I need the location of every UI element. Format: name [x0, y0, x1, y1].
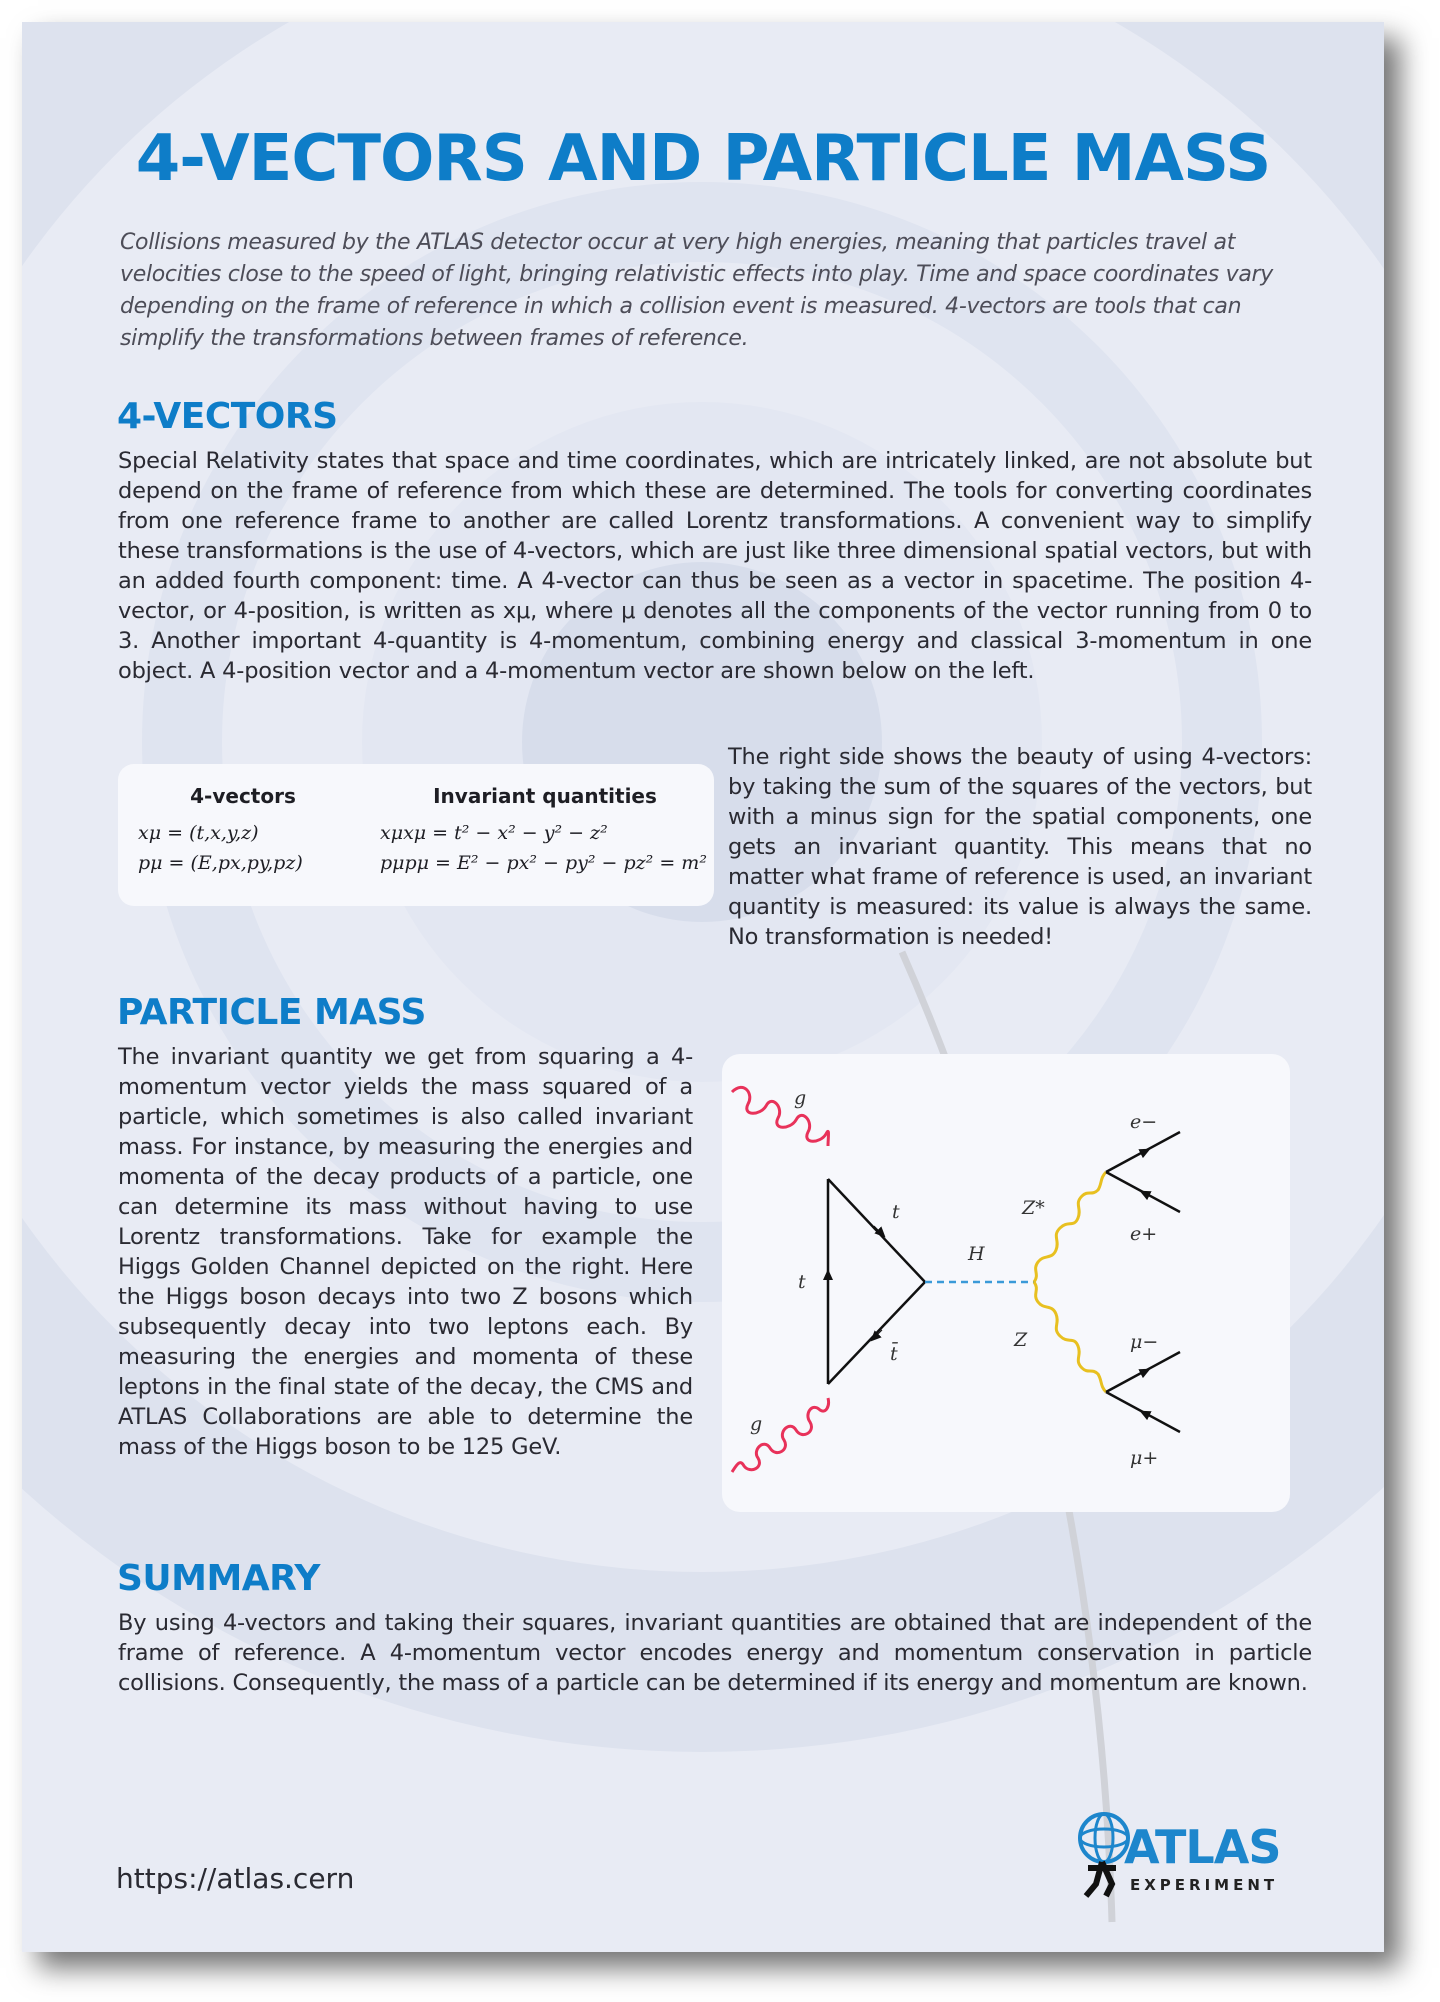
- formula-p-invariant: pμpμ = E² − px² − py² − pz² = m²: [380, 852, 707, 874]
- z-boson: [1034, 1282, 1106, 1392]
- section-heading-summary: SUMMARY: [117, 1558, 320, 1599]
- section-body-particle-mass: The invariant quantity we get from squaring a 4-momentum vector yields the mass squared of a particle, which sometimes is also called invariant mass. For instance, by measuring the energies and momenta of the decay products of a particle, one can determine its mass without having to use Lorentz transformations. Take for example the Higgs Golden Channel depicted on the right. Here the Higgs boson decays into two Z bosons which subsequently decay into two leptons each. By measuring the energies and momenta of these leptons in the final state of the decay, the CMS and ATLAS Collaborations are able to determine the mass of the Higgs boson to be 125 GeV.: [118, 1044, 693, 1460]
- label-positron: e+: [1130, 1223, 1158, 1245]
- top-quark-line: [828, 1282, 925, 1384]
- logo-subtitle: EXPERIMENT: [1130, 1876, 1279, 1894]
- label-muon: μ−: [1130, 1331, 1159, 1353]
- feynman-diagram-panel: [722, 1054, 1290, 1512]
- label-antitop: t̄: [890, 1343, 898, 1365]
- atlas-logo: [1072, 1804, 1312, 1904]
- label-gluon-bottom: g: [750, 1413, 763, 1435]
- z-star-boson: [1034, 1172, 1106, 1282]
- formula-x-vector: xμ = (t,x,y,z): [138, 822, 259, 844]
- section-body-4-vectors: Special Relativity states that space and time coordinates, which are intricately linked, are not absolute but depend on the frame of reference from which these are determined. The tools for converting coordinates from one reference frame to another are called Lorentz transformations. A convenient way to simplify these transformations is the use of 4-vectors, which are just like three dimensional spatial vectors, but with an added fourth component: time. A 4-vector can thus be seen as a vector in spacetime. The position 4-vector, or 4-position, is written as xμ, where μ denotes all the components of the vector running from 0 to 3. Another important 4-quantity is 4-momentum, combining energy and classical 3-momentum in one object. A 4-position vector and a 4-momentum vector are shown below on the left.: [118, 448, 1312, 684]
- formula-p-vector: pμ = (E,px,py,pz): [138, 852, 303, 874]
- label-electron: e−: [1130, 1111, 1158, 1133]
- label-antimuon: μ+: [1130, 1447, 1159, 1469]
- feynman-diagram: [722, 1054, 1290, 1512]
- poster-sheet: [22, 22, 1384, 1952]
- section-body-summary: By using 4-vectors and taking their squares, invariant quantities are obtained that are independent of the frame of reference. A 4-momentum vector encodes energy and momentum conservation in particle collisions. Consequently, the mass of a particle can be determined if its energy and momentum are known.: [118, 1610, 1312, 1696]
- formula-x-invariant: xμxμ = t² − x² − y² − z²: [380, 822, 608, 844]
- formula-column-invariants: [380, 784, 710, 878]
- label-z-star: Z*: [1022, 1197, 1045, 1219]
- label-top-left: t: [798, 1271, 806, 1293]
- formula-box: [118, 764, 714, 906]
- intro-paragraph: Collisions measured by the ATLAS detector occur at very high energies, meaning that particles travel at velocities close to the speed of light, bringing relativistic effects into play. Time and space coordinates vary depending on the frame of reference in which a collision event is measured. 4-vectors are tools that can simplify the transformations between frames of reference.: [120, 230, 1273, 351]
- gluon-line: [732, 1087, 829, 1146]
- page-title: 4-VECTORS AND PARTICLE MASS: [135, 122, 1271, 196]
- footer-url[interactable]: https://atlas.cern: [116, 1862, 355, 1895]
- label-z: Z: [1014, 1329, 1028, 1351]
- section-heading-particle-mass: PARTICLE MASS: [117, 992, 426, 1033]
- label-gluon-top: g: [794, 1087, 807, 1109]
- positron-line: [1106, 1172, 1180, 1212]
- antimuon-line: [1106, 1392, 1180, 1432]
- label-top-upper: t: [892, 1201, 900, 1223]
- formula-column-vectors: [138, 784, 348, 878]
- formula-column-title: Invariant quantities: [433, 784, 657, 808]
- top-quark-line: [828, 1179, 925, 1282]
- logo-wordmark: ATLAS: [1124, 1820, 1281, 1874]
- section-heading-4-vectors: 4-VECTORS: [117, 396, 338, 437]
- formula-column-title: 4-vectors: [190, 784, 296, 808]
- label-higgs: H: [968, 1243, 985, 1265]
- invariant-explanation: The right side shows the beauty of using 4-vectors: by taking the sum of the squares of the vectors, but with a minus sign for the spatial components, one gets an invariant quantity. This means that no matter what frame of reference is used, an invariant quantity is measured: its value is always the same. No transformation is needed!: [728, 744, 1312, 950]
- gluon-line: [732, 1398, 829, 1472]
